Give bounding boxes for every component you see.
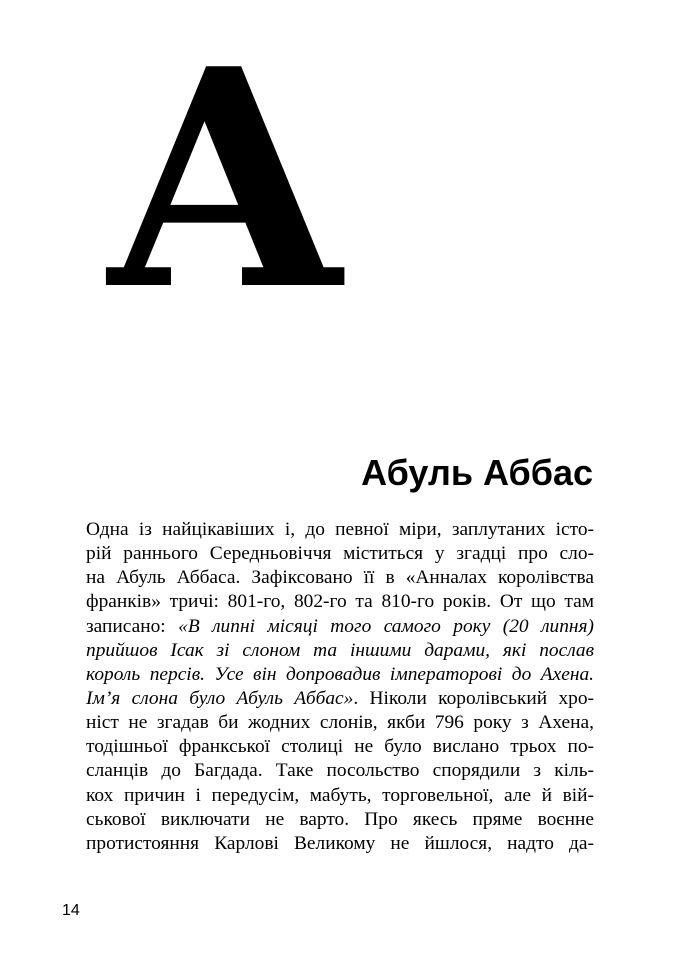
body-line: протистояння Карлові Великому не йшлося, надто да- (86, 832, 594, 854)
body-line: ніст не згадав би жодних слонів, якби 796 року з Ахена, (86, 712, 594, 734)
body-line-mixed (86, 687, 594, 711)
body-line-quote: прийшов Ісак зі слоном та іншими дарами, які послав (86, 639, 594, 661)
page-number: 14 (62, 902, 80, 919)
body-line-quote: король персів. Усе він допровадив імператорові до Ахена. (86, 663, 594, 685)
body-line: тодішньої франкської столиці не було вислано трьох по- (86, 736, 594, 758)
body-line-quote-part: Ім’я слона було Абуль Аббас» (86, 687, 354, 709)
body-line: кох причин і передусім, мабуть, торговельної, але й вій- (86, 784, 594, 806)
body-line-plain-part: записано: (86, 615, 179, 637)
body-line-quote-part: «В липні місяці того самого року (20 липня) (178, 615, 594, 637)
body-line: рій раннього Середньовіччя міститься у згадці про сло- (86, 543, 594, 565)
body-line-mixed (86, 615, 594, 639)
body-line: Одна із найцікавіших і, до певної міри, заплутаних істо- (86, 519, 594, 540)
drop-cap-letter: А (103, 3, 342, 356)
body-line: ськової виключати не варто. Про якесь пряме воєнне (86, 808, 594, 830)
body-line: сланців до Багдада. Таке посольство спорядили з кіль- (86, 760, 594, 782)
body-text (86, 518, 594, 856)
body-line-plain-part: . Ніколи королівський хро- (353, 687, 594, 709)
body-line: франків» тричі: 801-го, 802-го та 810-го років. От що там (86, 591, 594, 613)
article-title: Абуль Аббас (361, 452, 593, 493)
body-line: на Абуль Аббаса. Зафіксовано її в «Анналах королівства (86, 567, 594, 589)
